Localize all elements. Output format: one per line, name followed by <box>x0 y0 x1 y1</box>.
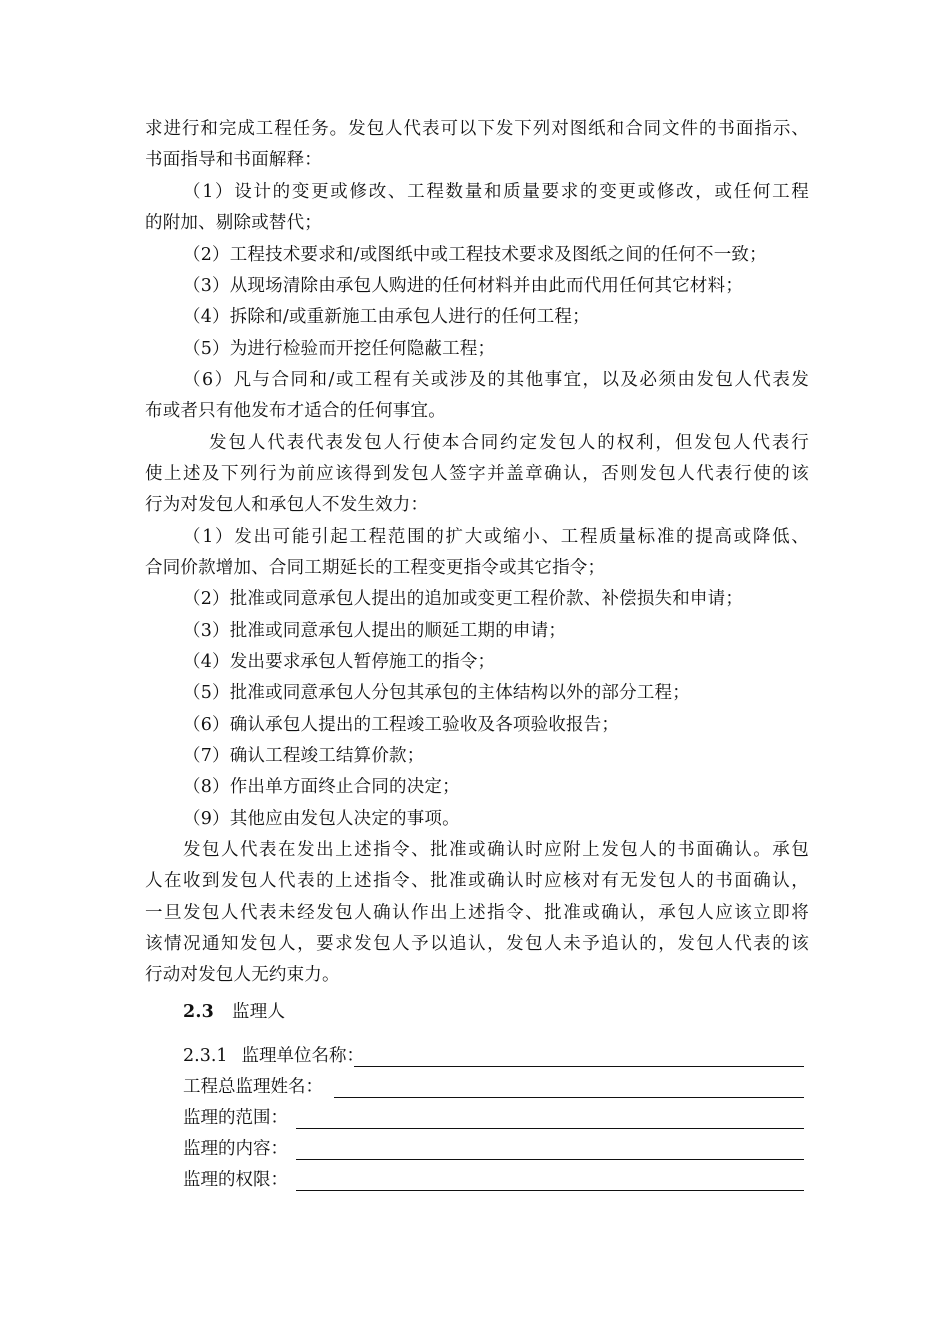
chief-supervisor-field[interactable] <box>334 1097 804 1098</box>
list-item: （5）为进行检验而开挖任何隐蔽工程； <box>183 339 496 359</box>
paragraph-line: 人在收到发包人代表的上述指令、批准或确认时应核对有无发包人的书面确认， <box>145 871 809 891</box>
supervision-unit-field[interactable] <box>354 1066 804 1067</box>
authority-label: 监理的权限： <box>183 1170 288 1190</box>
list-item-continuation: 布或者只有他发布才适合的任何事宜。 <box>145 401 446 421</box>
paragraph-line: 一旦发包人代表未经发包人确认作出上述指令、批准或确认，承包人应该立即将 <box>145 903 809 923</box>
list-item: （3）从现场清除由承包人购进的任何材料并由此而代用任何其它材料； <box>183 276 744 296</box>
paragraph-line: 书面指导和书面解释： <box>145 150 322 170</box>
section-number: 2.3 <box>183 1002 215 1022</box>
list-item: （2）批准或同意承包人提出的追加或变更工程价款、补偿损失和申请； <box>183 589 744 609</box>
subsection-number: 2.3.1 <box>183 1046 228 1066</box>
paragraph-line: 该情况通知发包人，要求发包人予以追认，发包人未予追认的，发包人代表的该 <box>145 934 809 954</box>
list-item: （5）批准或同意承包人分包其承包的主体结构以外的部分工程； <box>183 683 690 703</box>
list-item: （2）工程技术要求和/或图纸中或工程技术要求及图纸之间的任何不一致； <box>183 245 767 265</box>
scope-field[interactable] <box>296 1128 804 1129</box>
list-item-continuation: 合同价款增加、合同工期延长的工程变更指令或其它指令； <box>145 558 606 578</box>
chief-supervisor-label: 工程总监理姓名： <box>183 1077 323 1097</box>
section-heading <box>183 1001 285 1023</box>
scope-label: 监理的范围： <box>183 1108 288 1128</box>
list-item: （4）拆除和/或重新施工由承包人进行的任何工程； <box>183 307 590 327</box>
authority-field[interactable] <box>296 1190 804 1191</box>
paragraph-line: 行为对发包人和承包人不发生效力： <box>145 495 429 515</box>
list-item: （6）确认承包人提出的工程竣工验收及各项验收报告； <box>183 715 620 735</box>
list-item: （1）设计的变更或修改、工程数量和质量要求的变更或修改，或任何工程 <box>183 182 809 202</box>
content-label: 监理的内容： <box>183 1139 288 1159</box>
content-field[interactable] <box>296 1159 804 1160</box>
list-item: （4）发出要求承包人暂停施工的指令； <box>183 652 496 672</box>
list-item: （7）确认工程竣工结算价款； <box>183 746 425 766</box>
list-item: （1）发出可能引起工程范围的扩大或缩小、工程质量标准的提高或降低、 <box>183 527 809 547</box>
list-item: （6）凡与合同和/或工程有关或涉及的其他事宜，以及必须由发包人代表发 <box>183 370 809 390</box>
list-item: （8）作出单方面终止合同的决定； <box>183 777 460 797</box>
list-item-continuation: 的附加、剔除或替代； <box>145 213 322 233</box>
paragraph-line: 行动对发包人无约束力。 <box>145 965 340 985</box>
list-item: （3）批准或同意承包人提出的顺延工期的申请； <box>183 621 567 641</box>
section-title: 监理人 <box>232 1002 286 1022</box>
paragraph-line: 求进行和完成工程任务。发包人代表可以下发下列对图纸和合同文件的书面指示、 <box>145 119 809 139</box>
paragraph-line: 发包人代表代表发包人行使本合同约定发包人的权利，但发包人代表行 <box>209 433 809 453</box>
paragraph-line: 发包人代表在发出上述指令、批准或确认时应附上发包人的书面确认。承包 <box>183 840 809 860</box>
supervision-unit-label: 2.3.1 监理单位名称： <box>183 1046 365 1066</box>
list-item: （9）其他应由发包人决定的事项。 <box>183 809 460 829</box>
paragraph-line: 使上述及下列行为前应该得到发包人签字并盖章确认，否则发包人代表行使的该 <box>145 464 809 484</box>
